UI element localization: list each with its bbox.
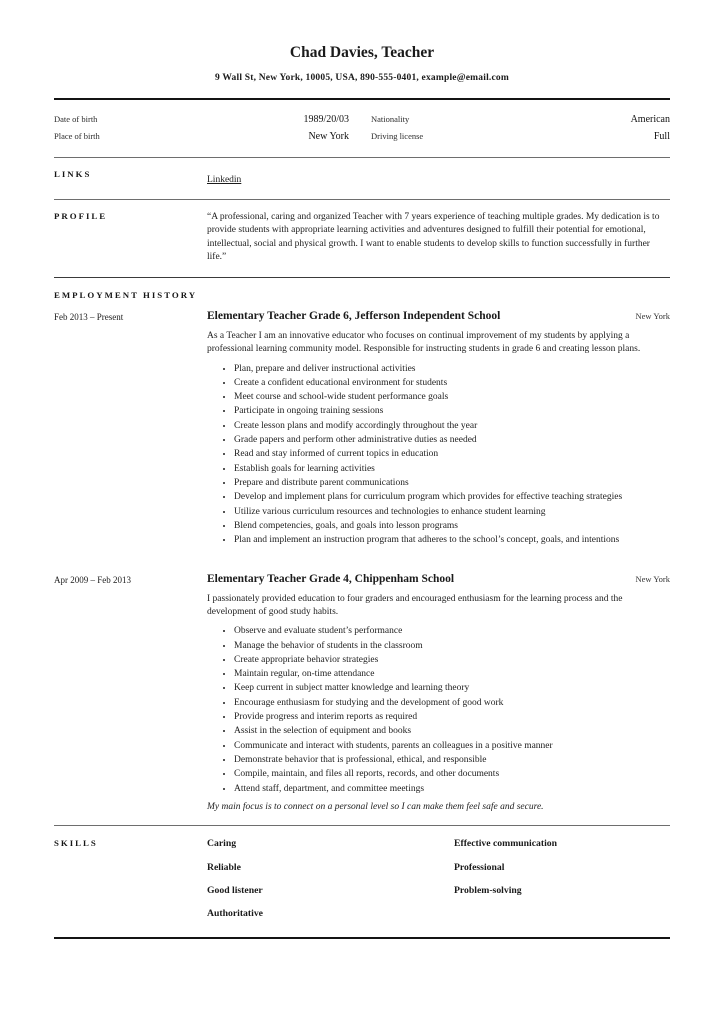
job-main [207, 310, 670, 549]
job-location: New York [635, 573, 670, 584]
bullet-item: • Manage the behavior of students in the classroom [234, 640, 670, 653]
job-main [207, 573, 670, 813]
bullet-item: • Create appropriate behavior strategies [234, 654, 670, 667]
bullet-item: • Blend competencies, goals, and goals into lesson programs [234, 520, 670, 533]
job-entry [54, 573, 670, 813]
bullet-item: • Develop and implement plans for curriculum program which provides for effective teaching strategies [234, 491, 670, 504]
job-note: My main focus is to connect on a personal level so I can make them feel safe and secure. [207, 802, 544, 813]
skill-item: Reliable [207, 861, 241, 873]
bullet-item: • Read and stay informed of current topics in education [234, 448, 670, 461]
bullet-item: • Plan, prepare and deliver instructional activities [234, 363, 670, 376]
detail-value-nationality: American [630, 114, 670, 125]
job-dates: Feb 2013 – Present [54, 311, 124, 322]
skills-columns [207, 838, 670, 930]
bullet-item: • Utilize various curriculum resources and technologies to enhance student learning [234, 506, 670, 519]
bullet-item: • Prepare and distribute parent communications [234, 477, 670, 490]
contact-line: 9 Wall St, New York, 10005, USA, 890-555-0401, example@email.com [215, 73, 509, 83]
job-bullet-list [207, 363, 670, 548]
bullet-item: • Maintain regular, on-time attendance [234, 668, 670, 681]
skill-item: Effective communication [454, 838, 558, 850]
bullet-item: • Compile, maintain, and files all reports, records, and other documents [234, 768, 670, 781]
skills-section [54, 826, 670, 936]
bullet-item: • Create lesson plans and modify accordingly throughout the year [234, 420, 670, 433]
skill-item: Good listener [207, 884, 263, 896]
links-section [54, 158, 670, 199]
detail-value-date-of-birth: 1989/20/03 [303, 114, 349, 125]
resume-name: Chad Davies, Teacher [289, 44, 435, 61]
skill-item: Authoritative [207, 907, 263, 919]
bullet-item: • Meet course and school-wide student performance goals [234, 391, 670, 404]
bullet-item: • Encourage enthusiasm for studying and the development of good work [234, 697, 670, 710]
skills-column-2 [454, 838, 670, 907]
employment-heading: EMPLOYMENT HISTORY [54, 289, 198, 300]
profile-section [54, 200, 670, 277]
bullet-item: • Assist in the selection of equipment and books [234, 725, 670, 738]
links-content [207, 169, 670, 187]
job-description: I passionately provided education to four graders and encouraged enthusiasm for the learning process and the development of good study habits. [207, 593, 623, 617]
bullet-item: • Grade papers and perform other administrative duties as needed [234, 434, 670, 447]
personal-details [54, 100, 670, 157]
bullet-item: • Demonstrate behavior that is professional, ethical, and responsible [234, 754, 670, 767]
job-title: Elementary Teacher Grade 6, Jefferson Independent School [207, 309, 501, 322]
job-title-row [207, 310, 670, 322]
detail-label-nationality: Nationality [371, 114, 410, 124]
job-title-row [207, 573, 670, 585]
bullet-item: • Communicate and interact with students, parents an colleagues in a positive manner [234, 740, 670, 753]
bullet-item: • Participate in ongoing training sessions [234, 405, 670, 418]
bullet-item: • Create a confident educational environment for students [234, 377, 670, 390]
linkedin-link[interactable]: Linkedin [207, 175, 242, 185]
job-description: As a Teacher I am an innovative educator who focuses on continual improvement of my students by applying a professional learning community model. Responsible for instructing students in grade 6 and creating lesson plans. [207, 330, 641, 355]
profile-text: “A professional, caring and organized Teacher with 7 years experience of teaching multiple grades. My dedication is to provide students with appropriate learning activities and adventures designed to fulfill their potential for emotional, intellectual, social and physical growth. I want to enable students to develop skills to function successfully in further life.” [207, 212, 660, 263]
skills-column-1 [207, 838, 454, 930]
bullet-item: • Establish goals for learning activities [234, 463, 670, 476]
detail-value-driving-license: Full [653, 131, 670, 142]
detail-value-place-of-birth: New York [308, 131, 349, 142]
detail-label-place-of-birth: Place of birth [54, 131, 100, 141]
bullet-item: • Provide progress and interim reports as required [234, 711, 670, 724]
skills-heading: SKILLS [54, 838, 98, 849]
bullet-item: • Plan and implement an instruction program that adheres to the school’s concept, goals, and intentions [234, 534, 670, 547]
job-dates: Apr 2009 – Feb 2013 [54, 574, 131, 585]
bullet-item: • Attend staff, department, and committee meetings [234, 783, 670, 796]
job-entry [54, 310, 670, 549]
employment-section [54, 278, 670, 826]
bullet-item: • Observe and evaluate student’s performance [234, 625, 670, 638]
profile-heading: PROFILE [54, 211, 108, 221]
detail-label-date-of-birth: Date of birth [54, 114, 98, 124]
detail-label-driving-license: Driving license [371, 131, 424, 141]
links-heading: LINKS [54, 169, 92, 179]
job-title: Elementary Teacher Grade 4, Chippenham School [207, 572, 455, 585]
job-bullet-list [207, 625, 670, 795]
skill-item: Caring [207, 838, 237, 850]
personal-details-row [54, 128, 670, 145]
job-location: New York [635, 310, 670, 321]
skill-item: Problem-solving [454, 884, 522, 896]
personal-details-row [54, 111, 670, 128]
divider-bottom [54, 937, 670, 939]
bullet-item: • Keep current in subject matter knowledge and learning theory [234, 682, 670, 695]
skill-item: Professional [454, 861, 505, 873]
